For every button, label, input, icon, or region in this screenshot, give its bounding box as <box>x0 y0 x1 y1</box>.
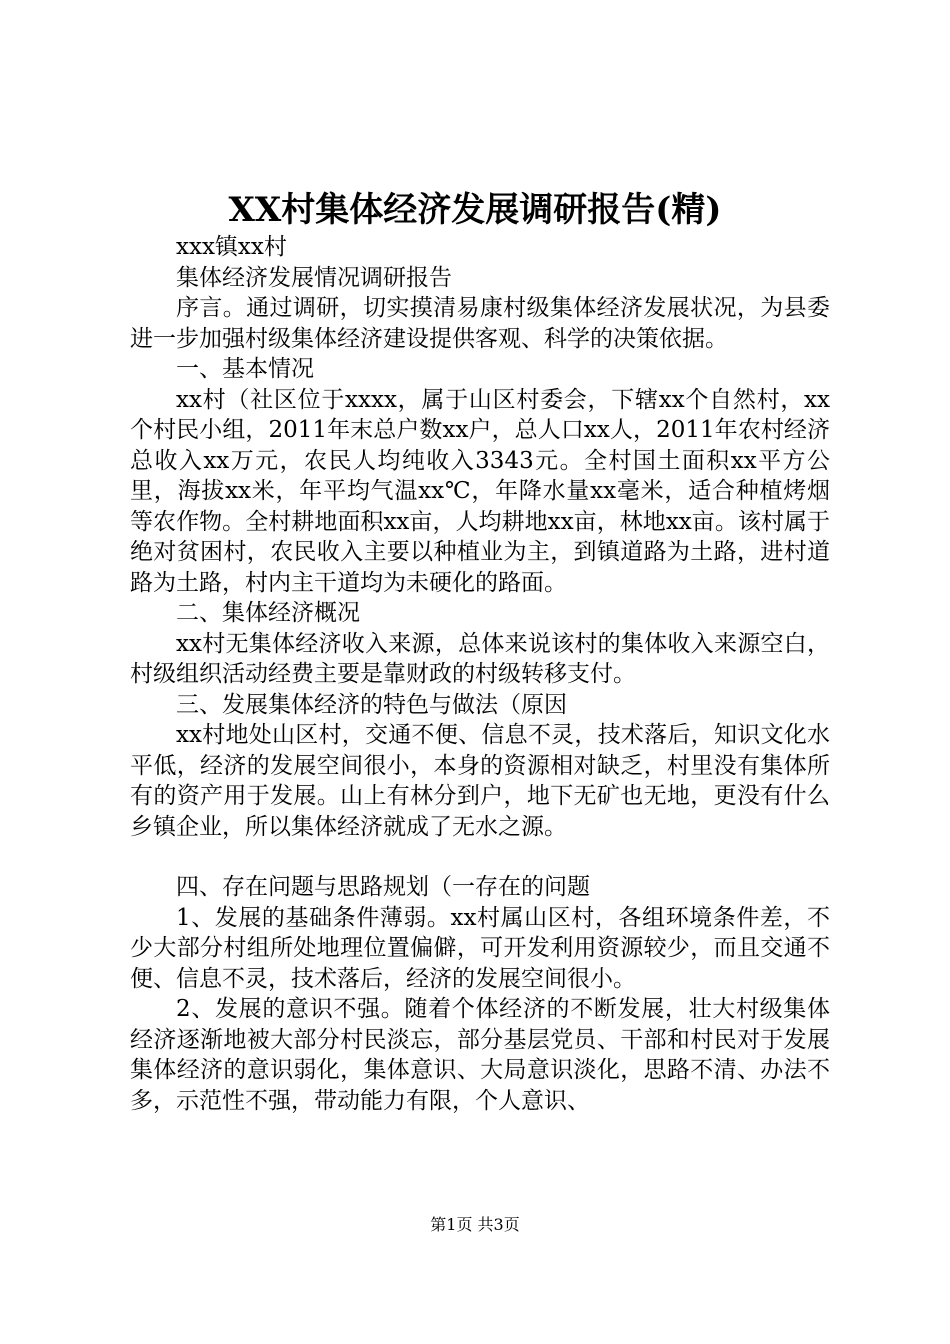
section-heading-basic-situation: 一、基本情况 <box>176 356 314 382</box>
paragraph-town-village: xxx镇xx村 <box>176 234 287 260</box>
paragraph-report-subtitle: 集体经济发展情况调研报告 <box>176 264 452 291</box>
paragraph-preface: 序言。通过调研，切实摸清易康村级集体经济发展状况，为县委进一步加强村级集体经济建设提供客观、科学的决策依据。 <box>130 295 830 352</box>
section-heading-problems-planning: 四、存在问题与思路规划（一存在的问题 <box>176 874 590 900</box>
paragraph-problem-2: 2、发展的意识不强。随着个体经济的不断发展，壮大村级集体经济逐渐地被大部分村民淡忘，部分基层党员、干部和村民对于发展集体经济的意识弱化，集体意识、大局意识淡化，思路不清、办法不多，示范性不强，带动能力有限，个人意识、 <box>130 996 830 1114</box>
paragraph-basic-situation: xx村（社区位于xxxx，属于山区村委会，下辖xx个自然村，xx个村民小组，2011年末总户数xx户，总人口xx人，2011年农村经济总收入xx万元，农民人均纯收入3343元。全村国土面积xx平方公里，海拔xx米，年平均气温xx℃，年降水量xx毫米，适合种植烤烟等农作物。全村耕地面积xx亩，人均耕地xx亩，林地xx亩。该村属于绝对贫困村，农民收入主要以种植业为主，到镇道路为土路，进村道路为土路，村内主干道均为未硬化的路面。 <box>130 386 830 596</box>
paragraph-economy-overview: xx村无集体经济收入来源，总体来说该村的集体收入来源空白，村级组织活动经费主要是靠财政的村级转移支付。 <box>130 630 830 687</box>
document-title: XX村集体经济发展调研报告(精) <box>228 190 722 230</box>
page-footer: 第1页 共3页 <box>430 1215 520 1234</box>
paragraph-features-methods: xx村地处山区村，交通不便、信息不灵，技术落后，知识文化水平低，经济的发展空间很小，本身的资源相对缺乏，村里没有集体所有的资产用于发展。山上有林分到户，地下无矿也无地，更没有什么乡镇企业，所以集体经济就成了无水之源。 <box>130 722 830 840</box>
paragraph-problem-1: 1、发展的基础条件薄弱。xx村属山区村，各组环境条件差，不少大部分村组所处地理位置偏僻，可开发利用资源较少，而且交通不便、信息不灵，技术落后，经济的发展空间很小。 <box>130 904 830 992</box>
section-heading-features-methods: 三、发展集体经济的特色与做法（原因 <box>176 691 567 718</box>
document-body <box>130 232 830 1116</box>
section-heading-economy-overview: 二、集体经济概况 <box>176 600 360 626</box>
